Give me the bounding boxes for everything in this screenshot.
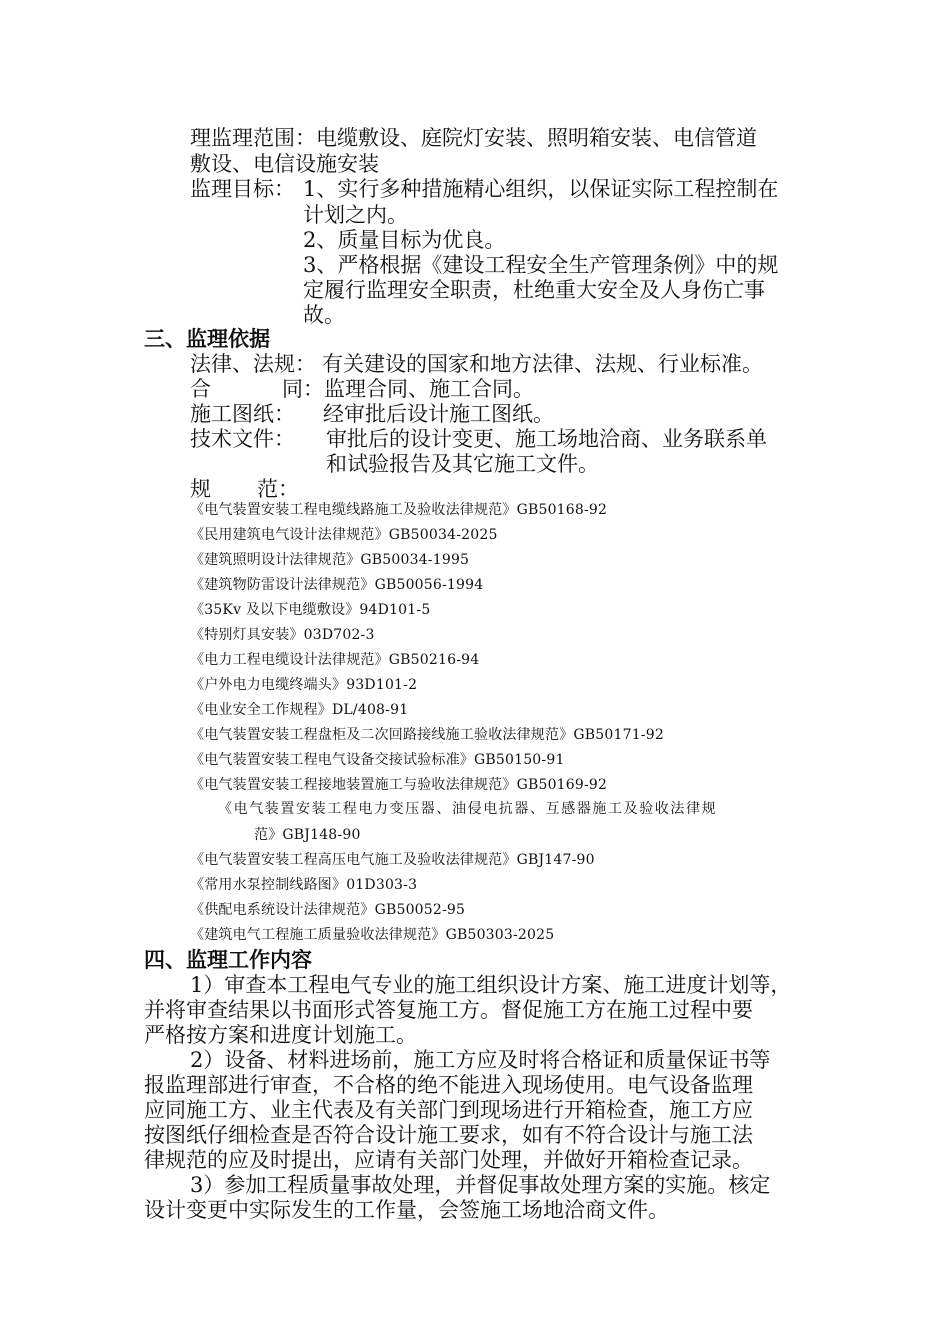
paragraph-line: 并将审查结果以书面形式答复施工方。督促施工方在施工过程中要 xyxy=(144,998,753,1022)
goal-2: 2、质量目标为优良。 xyxy=(303,228,506,252)
standard-item: 《电业安全工作规程》DL/408-91 xyxy=(190,702,409,718)
contract-label-a: 合 xyxy=(190,377,211,401)
drawings-value: 经审批后设计施工图纸。 xyxy=(323,402,554,426)
tech-label: 技术文件： xyxy=(190,427,295,451)
standard-item: 《建筑照明设计法律规范》GB50034-1995 xyxy=(190,552,470,568)
paragraph-line: 3）参加工程质量事故处理，并督促事故处理方案的实施。核定 xyxy=(190,1173,771,1197)
standard-item: 《电气装置安装工程高压电气施工及验收法律规范》GBJ147-90 xyxy=(190,852,595,868)
paragraph-line: 1）审查本工程电气专业的施工组织设计方案、施工进度计划等， xyxy=(190,973,792,997)
standard-item: 《电气装置安装工程盘柜及二次回路接线施工验收法律规范》GB50171-92 xyxy=(190,727,664,743)
standard-item: 《电气装置安装工程电缆线路施工及验收法律规范》GB50168-92 xyxy=(190,502,608,518)
paragraph-line: 设计变更中实际发生的工作量，会签施工场地洽商文件。 xyxy=(144,1198,669,1222)
paragraph-line: 应同施工方、业主代表及有关部门到现场进行开箱检查，施工方应 xyxy=(144,1098,753,1122)
tech-value-line-2: 和试验报告及其它施工文件。 xyxy=(326,452,599,476)
goal-1-line-1: 1、实行多种措施精心组织，以保证实际工程控制在 xyxy=(303,177,779,201)
standard-item: 《特别灯具安装》03D702-3 xyxy=(190,627,375,643)
standard-item: 《供配电系统设计法律规范》GB50052-95 xyxy=(190,902,466,918)
standard-item: 《建筑物防雷设计法律规范》GB50056-1994 xyxy=(190,577,484,593)
goal-3-line-1: 3、严格根据《建设工程安全生产管理条例》中的规 xyxy=(303,253,779,277)
paragraph-line: 报监理部进行审查，不合格的绝不能进入现场使用。电气设备监理 xyxy=(144,1073,753,1097)
norms-label-a: 规 xyxy=(190,477,211,501)
paragraph-line: 严格按方案和进度计划施工。 xyxy=(144,1023,417,1047)
scope-line-1: 理监理范围：电缆敷设、庭院灯安装、照明箱安装、电信管道 xyxy=(190,126,757,150)
standard-item: 《民用建筑电气设计法律规范》GB50034-2025 xyxy=(190,527,498,543)
contract-label-b: 同： xyxy=(282,377,324,401)
norms-label-b: 范： xyxy=(257,477,299,501)
paragraph-line: 律规范的应及时提出，应请有关部门处理，并做好开箱检查记录。 xyxy=(144,1148,753,1172)
paragraph-line: 2）设备、材料进场前，施工方应及时将合格证和质量保证书等 xyxy=(190,1048,771,1072)
goals-label: 监理目标： xyxy=(190,177,295,201)
paragraph-line: 按图纸仔细检查是否符合设计施工要求，如有不符合设计与施工法 xyxy=(144,1123,753,1147)
goal-3-line-2: 定履行监理安全职责，杜绝重大安全及人身伤亡事 xyxy=(303,278,765,302)
laws-value: 有关建设的国家和地方法律、法规、行业标准。 xyxy=(322,352,763,376)
standard-item: 《电气装置安装工程电气设备交接试验标准》GB50150-91 xyxy=(190,752,565,768)
standard-item: 《电气装置安装工程电力变压器、油侵电抗器、互感器施工及验收法律规 xyxy=(218,801,718,817)
scope-line-2: 敷设、电信设施安装 xyxy=(190,152,379,176)
standard-item: 《电气装置安装工程接地装置施工与验收法律规范》GB50169-92 xyxy=(190,777,608,793)
laws-label: 法律、法规： xyxy=(190,352,316,376)
goal-3-line-3: 故。 xyxy=(303,303,345,327)
standard-item: 《常用水泵控制线路图》01D303-3 xyxy=(190,877,418,893)
standard-item: 《35Kv 及以下电缆敷设》94D101-5 xyxy=(190,602,431,618)
standard-item: 《电力工程电缆设计法律规范》GB50216-94 xyxy=(190,652,480,668)
standard-item: 《建筑电气工程施工质量验收法律规范》GB50303-2025 xyxy=(190,927,555,943)
standard-item-continuation: 范》GBJ148-90 xyxy=(254,827,361,843)
goal-1-line-2: 计划之内。 xyxy=(303,203,408,227)
section-4-title: 四、监理工作内容 xyxy=(144,948,312,972)
drawings-label: 施工图纸： xyxy=(190,402,295,426)
standard-item: 《户外电力电缆终端头》93D101-2 xyxy=(190,677,418,693)
contract-value: 监理合同、施工合同。 xyxy=(324,377,534,401)
tech-value-line-1: 审批后的设计变更、施工场地洽商、业务联系单 xyxy=(326,427,767,451)
section-3-title: 三、监理依据 xyxy=(144,327,270,351)
